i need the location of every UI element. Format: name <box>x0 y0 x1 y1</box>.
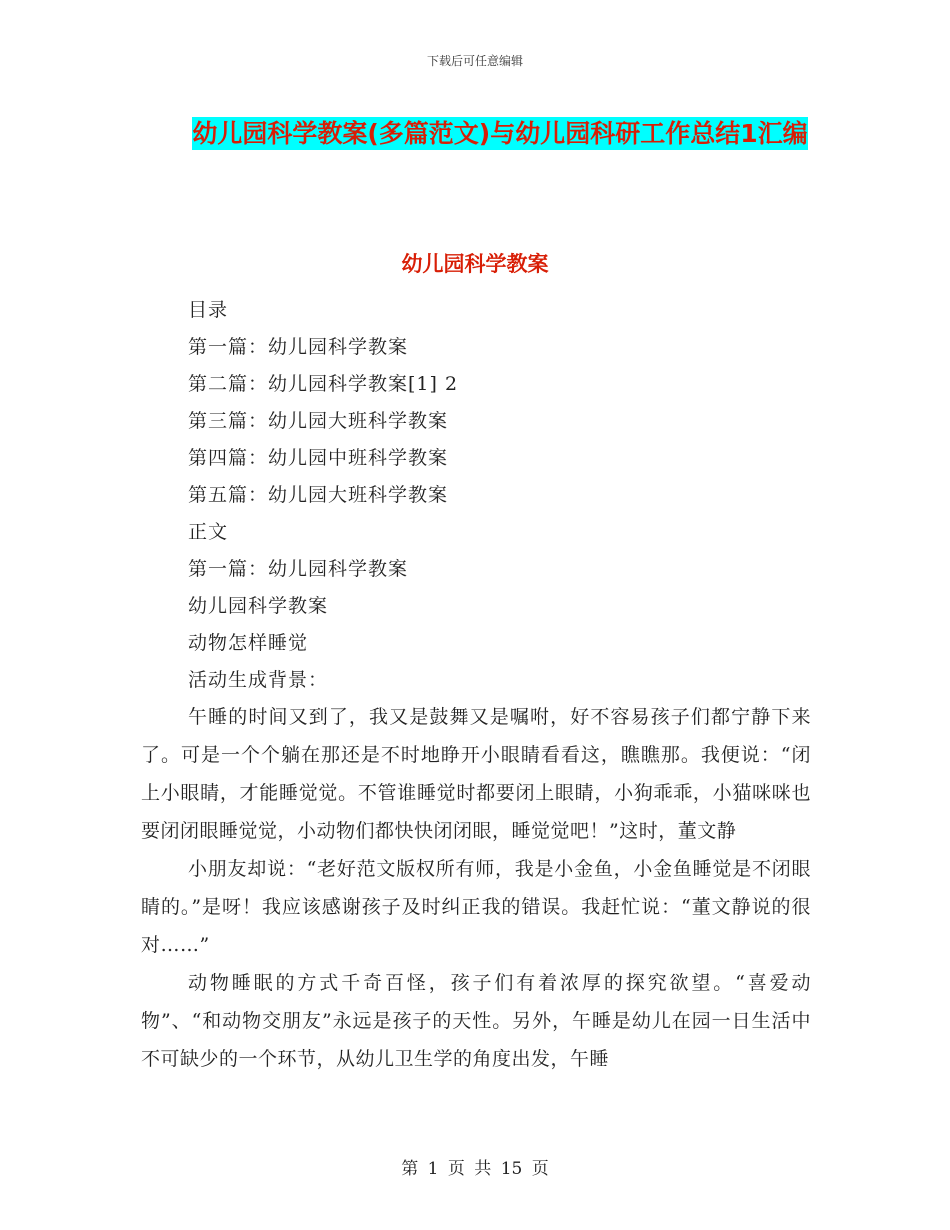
page-number-footer: 第 1 页 共 15 页 <box>401 1159 549 1179</box>
page-header-note: 下载后可任意编辑 <box>426 54 523 68</box>
body-text <box>141 698 811 1078</box>
toc-item: 动物怎样睡觉 <box>188 632 309 654</box>
document-title-text: 幼儿园科学教案(多篇范文)与幼儿园科研工作总结1汇编 <box>192 119 808 148</box>
paragraph: 小朋友却说：“老好范文版权所有师，我是小金鱼，小金鱼睡觉是不闭眼睛的。”是呀！我应该感谢孩子及时纠正我的错误。我赶忙说：“董文静说的很对……” <box>141 858 811 956</box>
toc-item: 第一篇：幼儿园科学教案 <box>188 336 409 358</box>
section-title: 幼儿园科学教案 <box>401 252 549 276</box>
document-title <box>140 110 860 157</box>
paragraph: 动物睡眠的方式千奇百怪，孩子们有着浓厚的探究欲望。“喜爱动物”、“和动物交朋友”永远是孩子的天性。另外，午睡是幼儿在园一日生活中不可缺少的一个环节，从幼儿卫生学的角度出发，午睡 <box>141 972 811 1070</box>
toc-item: 幼儿园科学教案 <box>188 595 329 617</box>
toc-item: 第五篇：幼儿园大班科学教案 <box>188 484 449 506</box>
toc-item: 活动生成背景： <box>188 669 329 691</box>
toc-item: 第二篇：幼儿园科学教案[1] 2 <box>188 373 459 395</box>
paragraph: 午睡的时间又到了，我又是鼓舞又是嘱咐，好不容易孩子们都宁静下来了。可是一个个躺在那还是不时地睁开小眼睛看看这，瞧瞧那。我便说：“闭上小眼睛，才能睡觉觉。不管谁睡觉时都要闭上眼睛，小狗乖乖，小猫咪咪也要闭闭眼睡觉觉，小动物们都快快闭闭眼，睡觉觉吧！”这时，董文静 <box>141 706 811 842</box>
toc-item: 目录 <box>188 299 229 321</box>
table-of-contents <box>188 292 828 699</box>
toc-item: 正文 <box>188 521 229 543</box>
toc-item: 第四篇：幼儿园中班科学教案 <box>188 447 449 469</box>
toc-item: 第一篇：幼儿园科学教案 <box>188 558 409 580</box>
toc-item: 第三篇：幼儿园大班科学教案 <box>188 410 449 432</box>
